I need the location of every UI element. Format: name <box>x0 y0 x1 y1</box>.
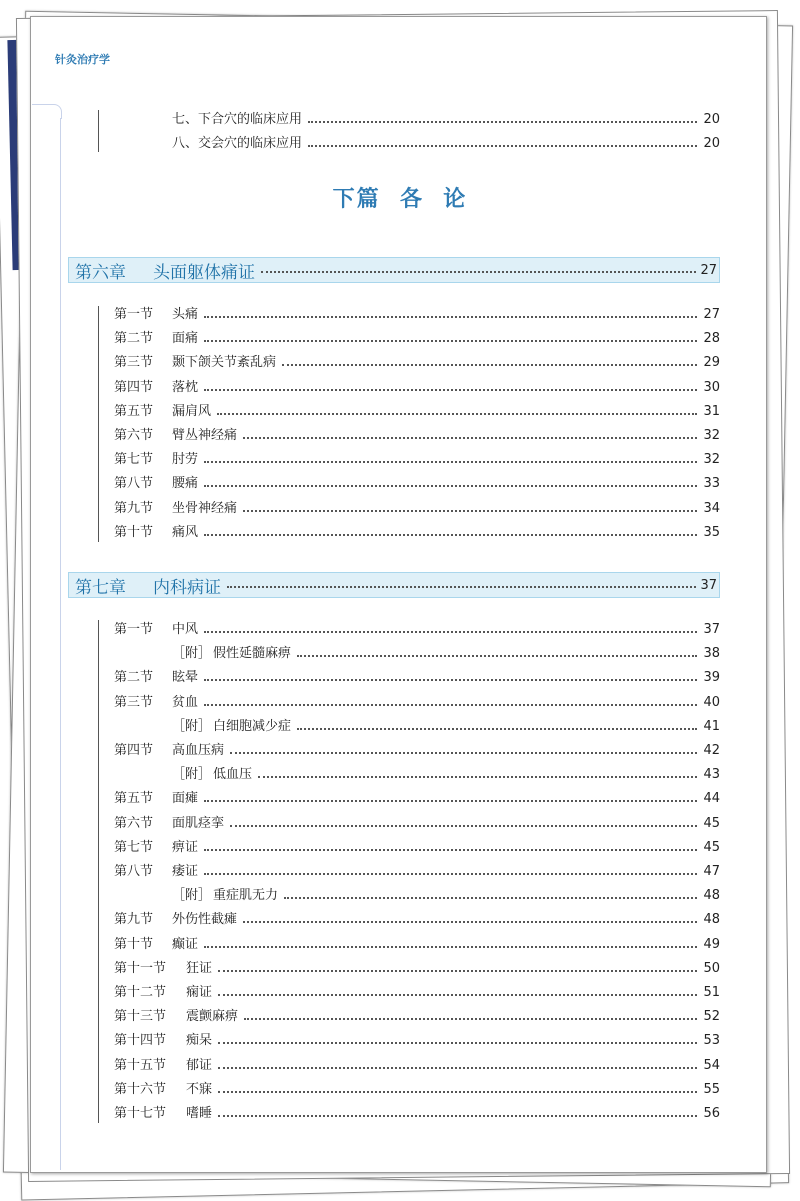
margin-decoration <box>32 104 62 119</box>
section-number: 第六节 <box>114 428 154 443</box>
section-number: 第四节 <box>114 743 154 758</box>
section-number: 第四节 <box>114 379 154 395</box>
entry-title: 重症肌无力 <box>213 888 279 904</box>
page-number: 56 <box>703 1106 720 1121</box>
toc-entry[interactable] <box>114 1056 720 1076</box>
dot-leader <box>230 752 697 754</box>
section-number: 第十节 <box>114 524 154 540</box>
entry-title: 臂丛神经痛 <box>172 428 238 443</box>
dot-leader <box>218 970 697 972</box>
toc-entry[interactable] <box>114 523 720 543</box>
dot-leader <box>204 485 697 487</box>
toc-entry[interactable] <box>114 862 720 882</box>
toc-entry[interactable] <box>114 1104 720 1124</box>
entry-title: 嗜睡 <box>186 1106 213 1121</box>
page-number: 20 <box>703 136 720 151</box>
entry-title: 面痛 <box>172 331 199 347</box>
section-number: 第五节 <box>114 791 154 807</box>
page-number: 28 <box>703 331 720 347</box>
entry-title: 不寐 <box>186 1081 213 1097</box>
page-number: 43 <box>703 767 720 783</box>
toc-entry[interactable] <box>172 765 720 785</box>
section-rule <box>98 306 99 542</box>
dot-leader <box>244 1018 697 1020</box>
page-number: 39 <box>703 670 720 686</box>
entry-title: 痛风 <box>172 524 199 540</box>
page-number: 51 <box>703 985 720 1000</box>
entry-title: 面瘫 <box>172 791 199 807</box>
section-number: 第三节 <box>114 355 154 371</box>
dot-leader <box>218 1042 697 1044</box>
page-number: 54 <box>703 1057 720 1073</box>
entry-title: 痫证 <box>186 985 213 1000</box>
section-rule <box>98 110 99 152</box>
page-number: 32 <box>703 428 720 443</box>
toc-entry[interactable] <box>114 450 720 470</box>
section-number: 第三节 <box>114 694 154 710</box>
dot-leader <box>297 655 697 657</box>
page-number: 40 <box>703 694 720 710</box>
entry-title: 痿证 <box>172 864 199 879</box>
dot-leader <box>261 271 696 273</box>
dot-leader <box>217 413 697 415</box>
page-number: 35 <box>703 524 720 540</box>
dot-leader <box>204 316 697 318</box>
entry-title: 面肌痉挛 <box>172 815 225 831</box>
dot-leader <box>243 437 697 439</box>
section-number: 第十二节 <box>114 985 167 1000</box>
dot-leader <box>243 510 697 512</box>
section-number: 第十七节 <box>114 1106 167 1121</box>
entry-title: 白细胞减少症 <box>213 718 292 734</box>
dot-leader <box>204 679 697 681</box>
entry-title: 八、交会穴的临床应用 <box>172 136 303 151</box>
page-number: 34 <box>703 500 720 516</box>
dot-leader <box>204 534 697 536</box>
toc-entry[interactable] <box>114 353 720 373</box>
dot-leader <box>204 340 697 342</box>
toc-entry[interactable] <box>172 644 720 664</box>
page-number: 45 <box>703 815 720 831</box>
entry-title: 眩晕 <box>172 670 199 686</box>
section-number: 第十三节 <box>114 1009 167 1025</box>
page-number: 38 <box>703 646 720 662</box>
chapter-heading[interactable] <box>68 572 720 598</box>
entry-title: 七、下合穴的临床应用 <box>172 112 303 127</box>
page-number: 44 <box>703 791 720 807</box>
dot-leader <box>282 364 697 366</box>
entry-title: 假性延髓麻痹 <box>213 646 292 662</box>
section-number: 第九节 <box>114 912 154 928</box>
dot-leader <box>230 825 697 827</box>
section-number: 第十一节 <box>114 960 167 976</box>
dot-leader <box>258 776 697 778</box>
dot-leader <box>297 728 697 730</box>
entry-title: 郁证 <box>186 1057 213 1073</box>
toc-entry[interactable] <box>114 329 720 349</box>
entry-title: 贫血 <box>172 694 199 710</box>
entry-title: 坐骨神经痛 <box>172 500 238 516</box>
dot-leader <box>204 873 697 875</box>
entry-title: 中风 <box>172 622 199 637</box>
page-number: 27 <box>700 262 717 278</box>
entry-title: 颞下颌关节紊乱病 <box>172 355 277 371</box>
section-number: 第十四节 <box>114 1033 167 1049</box>
appendix-marker: ［附］ <box>172 718 212 734</box>
entry-title: 落枕 <box>172 379 199 395</box>
page-number: 48 <box>703 888 720 904</box>
toc-entry[interactable] <box>114 814 720 834</box>
section-number: 第八节 <box>114 476 154 492</box>
section-number: 第八节 <box>114 864 154 879</box>
dot-leader <box>218 1115 697 1117</box>
toc-entry[interactable] <box>114 959 720 979</box>
entry-title: 痹证 <box>172 839 199 855</box>
page-number: 47 <box>703 864 720 879</box>
dot-leader <box>204 461 697 463</box>
dot-leader <box>204 704 697 706</box>
toc-entry[interactable] <box>114 426 720 446</box>
page-number: 31 <box>703 403 720 419</box>
toc-entry[interactable] <box>114 668 720 688</box>
dot-leader <box>243 921 697 923</box>
page-number: 33 <box>703 476 720 492</box>
toc-entry[interactable] <box>114 935 720 955</box>
margin-rule <box>60 118 61 1170</box>
dot-leader <box>308 145 697 147</box>
toc-entry[interactable] <box>114 474 720 494</box>
page-number: 49 <box>703 936 720 952</box>
toc-entry[interactable] <box>172 886 720 906</box>
page-number: 55 <box>703 1081 720 1097</box>
entry-title: 头痛 <box>172 307 199 322</box>
dot-leader <box>218 1067 697 1069</box>
dot-leader <box>227 586 696 588</box>
toc-entry[interactable] <box>114 910 720 930</box>
dot-leader <box>204 389 697 391</box>
toc-entry[interactable] <box>114 838 720 858</box>
section-number: 第七节 <box>114 452 154 468</box>
page-number: 53 <box>703 1033 720 1049</box>
toc-entry[interactable] <box>172 717 720 737</box>
part-title: 下篇 各 论 <box>332 186 468 212</box>
toc-entry[interactable] <box>114 1031 720 1051</box>
entry-title: 高血压病 <box>172 743 225 758</box>
chapter-heading[interactable] <box>68 257 720 283</box>
entry-title: 癫证 <box>172 936 199 952</box>
dot-leader <box>218 994 697 996</box>
section-number: 第一节 <box>114 622 154 637</box>
toc-entry[interactable] <box>114 305 720 325</box>
chapter-number: 第七章 <box>75 577 126 598</box>
entry-title: 震颤麻痹 <box>186 1009 239 1025</box>
section-number: 第十节 <box>114 936 154 952</box>
page-number: 37 <box>700 577 717 593</box>
toc-entry[interactable] <box>172 134 720 154</box>
page-number: 37 <box>703 622 720 637</box>
appendix-marker: ［附］ <box>172 767 212 783</box>
dot-leader <box>284 897 697 899</box>
entry-title: 痴呆 <box>186 1033 213 1049</box>
dot-leader <box>204 800 697 802</box>
dot-leader <box>218 1091 697 1093</box>
section-number: 第十五节 <box>114 1057 167 1073</box>
toc-entry[interactable] <box>114 1080 720 1100</box>
toc-entry[interactable] <box>114 499 720 519</box>
section-number: 第十六节 <box>114 1081 167 1097</box>
dot-leader <box>204 631 697 633</box>
entry-title: 外伤性截瘫 <box>172 912 238 928</box>
page-number: 29 <box>703 355 720 371</box>
section-number: 第七节 <box>114 839 154 855</box>
entry-title: 狂证 <box>186 960 213 976</box>
chapter-number: 第六章 <box>75 262 126 283</box>
appendix-marker: ［附］ <box>172 646 212 662</box>
chapter-title: 内科病证 <box>153 577 221 598</box>
dot-leader <box>204 946 697 948</box>
page-number: 42 <box>703 743 720 758</box>
toc-entry[interactable] <box>114 693 720 713</box>
toc-entry[interactable] <box>114 741 720 761</box>
dot-leader <box>204 849 697 851</box>
section-number: 第六节 <box>114 815 154 831</box>
section-number: 第五节 <box>114 403 154 419</box>
toc-entry[interactable] <box>114 789 720 809</box>
toc-entry[interactable] <box>114 402 720 422</box>
chapter-title: 头面躯体痛证 <box>153 262 255 283</box>
dot-leader <box>308 121 697 123</box>
entry-title: 肘劳 <box>172 452 199 468</box>
toc-entry[interactable] <box>114 983 720 1003</box>
appendix-marker: ［附］ <box>172 888 212 904</box>
toc-entry[interactable] <box>114 378 720 398</box>
running-head: 针灸治疗学 <box>55 53 110 66</box>
page-number: 30 <box>703 379 720 395</box>
entry-title: 漏肩风 <box>172 403 212 419</box>
page-number: 45 <box>703 839 720 855</box>
entry-title: 腰痛 <box>172 476 199 492</box>
section-number: 第二节 <box>114 670 154 686</box>
page-number: 48 <box>703 912 720 928</box>
entry-title: 低血压 <box>213 767 253 783</box>
toc-entry[interactable] <box>114 620 720 640</box>
page-number: 32 <box>703 452 720 468</box>
page-number: 50 <box>703 960 720 976</box>
section-number: 第一节 <box>114 307 154 322</box>
section-rule <box>98 620 99 1123</box>
section-number: 第九节 <box>114 500 154 516</box>
page-number: 20 <box>703 112 720 127</box>
page-number: 27 <box>703 307 720 322</box>
page-number: 41 <box>703 718 720 734</box>
toc-entry[interactable] <box>114 1007 720 1027</box>
page-number: 52 <box>703 1009 720 1025</box>
section-number: 第二节 <box>114 331 154 347</box>
toc-entry[interactable] <box>172 110 720 130</box>
